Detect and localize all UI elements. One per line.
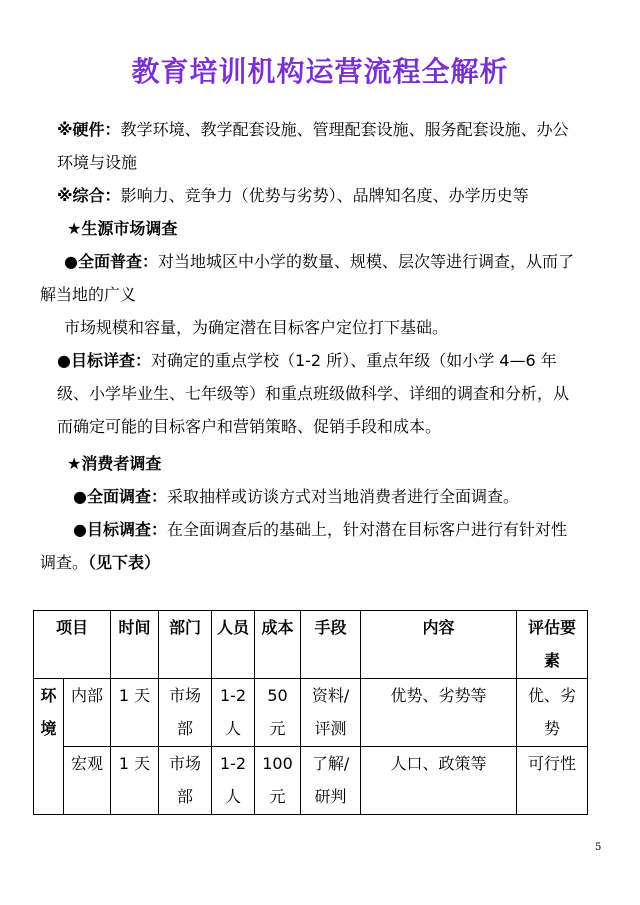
consumer-target-line-1: ●目标调查：在全面调查后的基础上，针对潜在目标客户进行有针对性 <box>73 520 567 539</box>
header-cost: 成本 <box>255 611 301 679</box>
row-name: 内部 <box>64 679 111 747</box>
header-eval: 评估要 素 <box>517 611 588 679</box>
consumer-full-line: ●全面调查：采取抽样或访谈方式对当地消费者进行全面调查。 <box>73 487 519 506</box>
row-means: 了解/ 研判 <box>301 747 361 815</box>
header-dept: 部门 <box>159 611 212 679</box>
row-means: 资料/ 评测 <box>301 679 361 747</box>
target-survey-line-3: 而确定可能的目标客户和营销策略、促销手段和成本。 <box>57 417 442 436</box>
page-title: 教育培训机构运营流程全解析 <box>131 55 509 88</box>
row-dept: 市场 部 <box>159 679 212 747</box>
row-content: 优势、劣势等 <box>361 679 517 747</box>
hardware-line-1: ※硬件：教学环境、教学配套设施、管理配套设施、服务配套设施、办公 <box>57 120 569 139</box>
full-survey-line-3: 市场规模和容量，为确定潜在目标客户定位打下基础。 <box>64 318 449 337</box>
header-item: 项目 <box>34 611 111 679</box>
full-survey-line-1: ●全面普查：对当地城区中小学的数量、规模、层次等进行调查，从而了 <box>64 252 574 271</box>
row-cost: 50 元 <box>255 679 301 747</box>
consumer-survey-heading: ★消费者调查 <box>67 454 162 473</box>
consumer-target-line-2: 调查。（见下表） <box>40 553 161 572</box>
row-time: 1 天 <box>111 747 159 815</box>
page-number: 5 <box>595 842 602 853</box>
target-survey-line-2: 级、小学毕业生、七年级等）和重点班级做科学、详细的调查和分析，从 <box>57 384 570 403</box>
source-survey-heading: ★生源市场调查 <box>67 219 178 238</box>
header-staff: 人员 <box>212 611 255 679</box>
header-content: 内容 <box>361 611 517 679</box>
row-staff: 1-2 人 <box>212 679 255 747</box>
survey-table <box>33 610 588 815</box>
row-time: 1 天 <box>111 679 159 747</box>
group-environment: 环 境 <box>34 679 64 815</box>
table-row <box>34 747 588 815</box>
row-eval: 优、劣 势 <box>517 679 588 747</box>
table-row <box>34 679 588 747</box>
header-time: 时间 <box>111 611 159 679</box>
row-content: 人口、政策等 <box>361 747 517 815</box>
full-survey-line-2: 解当地的广义 <box>40 285 137 304</box>
hardware-line-2: 环境与设施 <box>57 153 138 172</box>
row-cost: 100 元 <box>255 747 301 815</box>
composite-line: ※综合：影响力、竞争力（优势与劣势）、品牌知名度、办学历史等 <box>57 186 529 205</box>
header-means: 手段 <box>301 611 361 679</box>
row-staff: 1-2 人 <box>212 747 255 815</box>
row-name: 宏观 <box>64 747 111 815</box>
row-dept: 市场 部 <box>159 747 212 815</box>
table-header-row <box>34 611 588 679</box>
row-eval: 可行性 <box>517 747 588 815</box>
target-survey-line-1: ●目标详查：对确定的重点学校（1-2 所）、重点年级（如小学 4—6 年 <box>57 351 557 370</box>
